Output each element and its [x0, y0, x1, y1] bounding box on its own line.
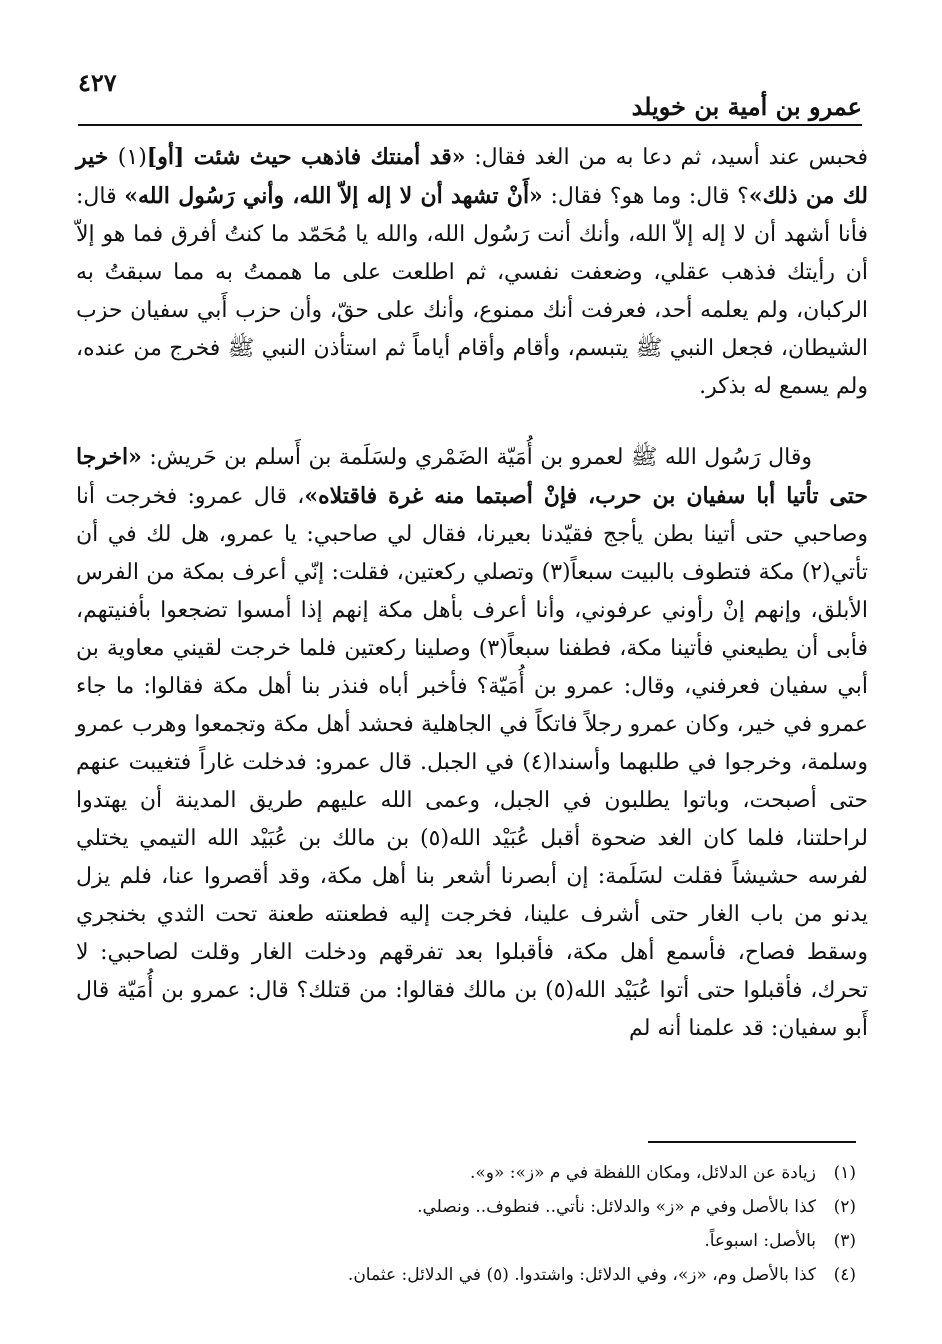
footnote-item	[156, 1258, 856, 1292]
footnote-rule	[648, 1141, 856, 1143]
quoted-speech: «أَنْ تشهد أن لا إله إلاّ الله، وأني رَسُول الله»	[124, 183, 543, 209]
footnote-ref-5: (٥)	[545, 978, 575, 1003]
footnote-text: زيادة عن الدلائل، ومكان اللفظة في م «ز»: «و».	[469, 1163, 816, 1183]
footnote-marker: (٢)	[833, 1197, 856, 1217]
footnote-marker: (٣)	[833, 1231, 856, 1251]
text-run: وصلينا ركعتين فلما خرجت لقيني معاوية بن أبي سفيان فعرفني، وقال: عمرو بن أُمَيّة؟ فأخبر أباه فنذر بنا أهل مكة فقالوا: ما جاء عمرو في خير، وكان عمرو رجلاً فاتكاً في الجاهلية فحشد أهل مكة وتجمعوا وهرب عمرو وسلمة، وخرجوا في طلبهما وأسندا	[76, 636, 868, 775]
text-run: بن مالك فقالوا: من قتلك؟ قال: عمرو بن أُمَيّة قال أَبو سفيان: قد علمنا أنه لم	[76, 978, 868, 1041]
text-run: قال: فأنا أشهد أن لا إله إلاّ الله، وأنك أنت رَسُول الله، والله يا مُحَمّد ما كنتُ أفرق فما هو إلاّ أن رأيتك فذهب عقلي، وضعفت نفسي، ثم اطلعت على ما هممتُ به مما سبقتُ به الركبان، ولم يعلمه أحد، فعرفت أنك ممنوع، وأنك على حقّ، وأن حزب أَبي سفيان حزب الشيطان، فجعل النبي ﷺ يتبسم، وأقام وأقام أياماً ثم استأذن النبي ﷺ فخرج من عنده، ولم يسمع له بذكر.	[76, 184, 868, 399]
paragraph-2	[76, 438, 868, 1048]
text-run: في الجبل. قال عمرو: فدخلت غاراً فتغيبت عنهم حتى أصبحت، وباتوا يطلبون في الجبل، وعمى الله عليهم طريق المدينة أن يهتدوا لراحلتنا، فلما كان الغد ضحوة أقبل عُبَيْد الله	[76, 750, 868, 851]
paragraph-1	[76, 138, 868, 406]
footnote-ref-1: (١)	[117, 145, 147, 170]
text-run: فحبس عند أسيد، ثم دعا به من الغد فقال:	[465, 145, 868, 170]
footnote-marker: (١)	[833, 1163, 856, 1183]
footnote-item	[156, 1224, 856, 1258]
footnote-text: كذا بالأصل وم، «ز»، وفي الدلائل: واشتدوا. (٥) في الدلائل: عثمان.	[347, 1265, 816, 1285]
footnote-ref-2: (٢)	[801, 560, 831, 585]
footnote-ref-3: (٣)	[478, 636, 508, 661]
quoted-speech: «قد أمنتك فاذهب حيث شئت [أو]	[146, 144, 466, 170]
text-run: وتصلي ركعتين، فقلت: إنّي أعرف بمكة من الفرس الأبلق، وإنهم إنْ رأوني عرفوني، وأنا أعرف بأهل مكة إنهم إذا أمسوا تضجعوا بأفنيتهم، فأبى أن يطيعني فأتينا مكة، فطفنا سبعاً	[76, 560, 868, 661]
text-run: ، قال عمرو: فخرجت أنا وصاحبي حتى أتينا بطن يأجج فقيّدنا بعيرنا، فقال لي صاحبي: يا عمرو، هل لك في أن تأتي	[76, 484, 868, 585]
footnotes	[156, 1156, 856, 1292]
footnote-ref-4: (٤)	[522, 750, 552, 775]
running-head: عمرو بن أمية بن خويلد	[631, 92, 862, 121]
text-run: وقال رَسُول الله ﷺ لعمرو بن أُمَيّة الضَمْري ولسَلَمة بن أَسلم بن حَريش:	[141, 445, 812, 470]
footnote-item	[156, 1156, 856, 1190]
footnote-item	[156, 1190, 856, 1224]
page-number: ٤٢٧	[78, 68, 117, 97]
footnote-ref-3: (٣)	[541, 560, 571, 585]
footnote-text: بالأصل: اسبوعاً.	[704, 1231, 816, 1251]
footnote-text: كذا بالأصل وفي م «ز» والدلائل: نأتي.. فنطوف.. ونصلي.	[417, 1197, 816, 1217]
text-run: بن مالك بن عُبَيْد الله التيمي يختلي لفرسه حشيشاً فقلت لسَلَمة: إن أبصرنا أشعر بنا أهل مكة، وقد أقصروا عنا، فلم يزل يدنو من باب الغار حتى أشرف علينا، فخرجت إليه فطعنته طعنة تحت الثدي بخنجري وسقط فصاح، فأسمع أهل مكة، فأقبلوا بعد تفرقهم ودخلت الغار وقلت لصاحبي: لا تحرك، فأقبلوا حتى أتوا عُبَيْد الله	[76, 826, 868, 1003]
footnote-ref-5: (٥)	[420, 826, 450, 851]
main-text	[76, 138, 868, 1048]
header-rule	[78, 124, 862, 126]
quoted-speech: «اخرجا حتى تأتيا أبا سفيان بن حرب، فإنْ أصبتما منه غرة فاقتلاه»	[76, 444, 869, 509]
quoted-speech: خير لك من ذلك»	[76, 144, 868, 209]
text-run: ؟ قال: وما هو؟ فقال:	[542, 184, 749, 209]
footnote-marker: (٤)	[833, 1265, 856, 1285]
text-run: مكة فتطوف بالبيت سبعاً	[570, 560, 802, 585]
